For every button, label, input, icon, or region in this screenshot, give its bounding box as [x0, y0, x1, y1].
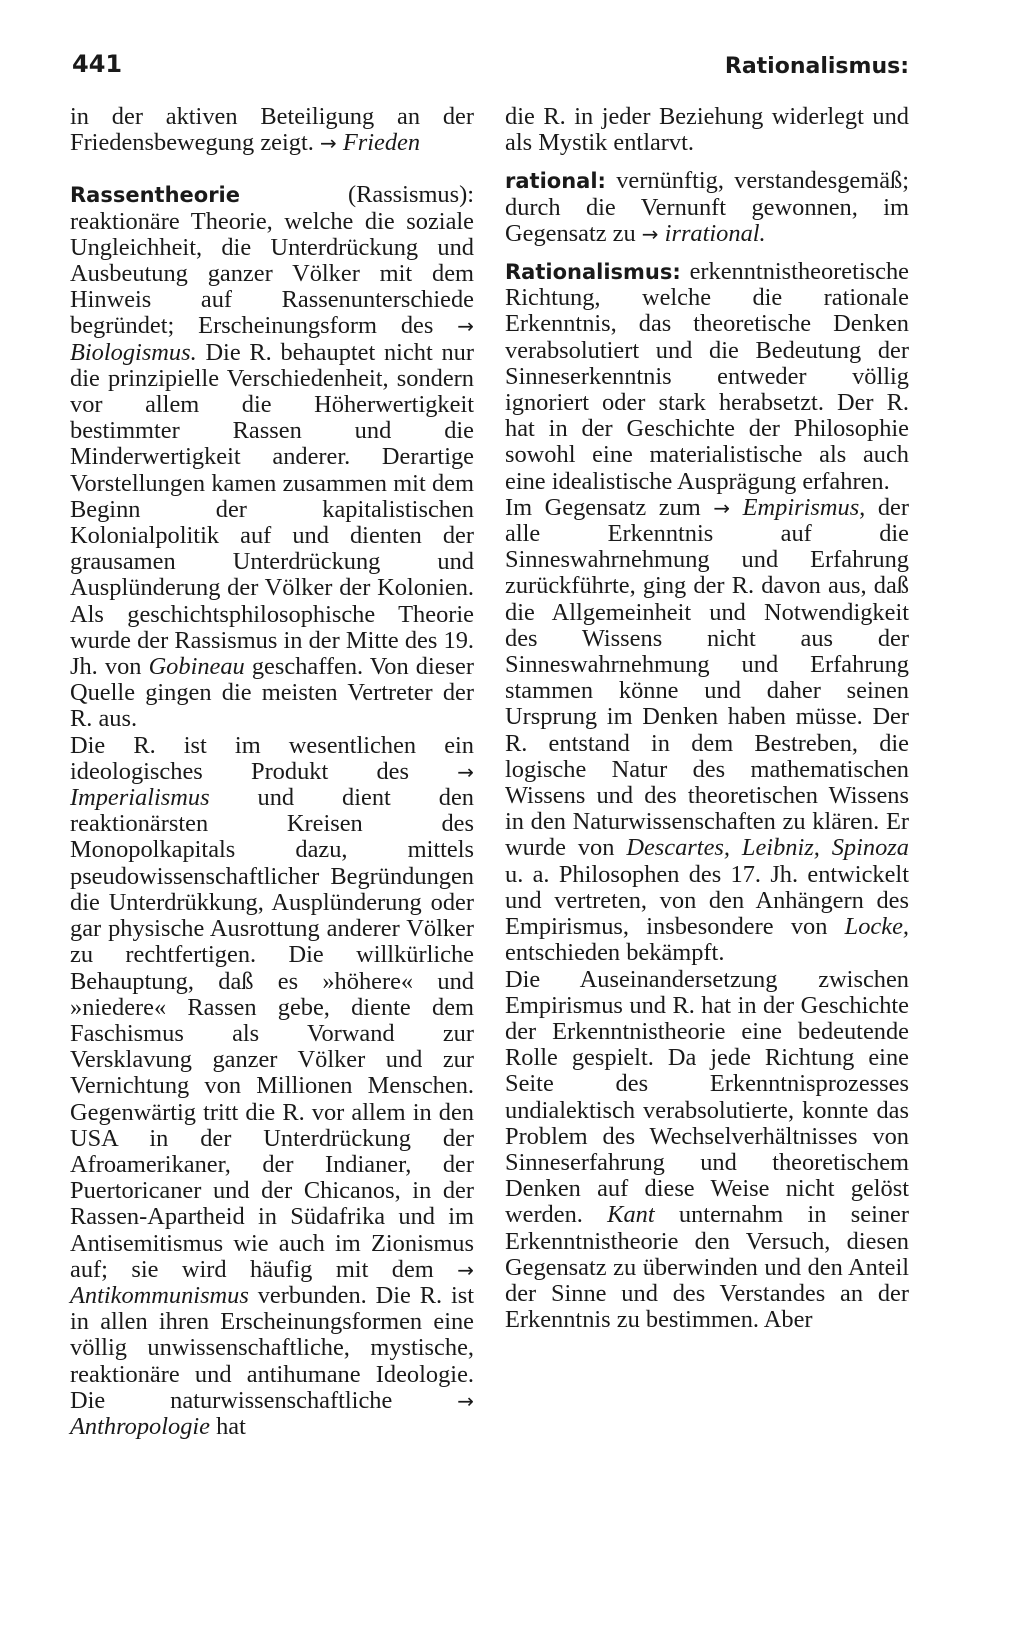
- entry-rassentheorie-paragraph-2: [70, 733, 474, 1440]
- cross-reference-arrow: →: [457, 314, 474, 339]
- headword-rationalismus: Rationalismus:: [505, 260, 681, 285]
- names-descartes-leibniz-spinoza: Descartes, Leibniz, Spinoza: [626, 834, 909, 862]
- entry-rassentheorie-paragraph-1: [70, 182, 474, 732]
- cross-reference-arrow: →: [457, 1388, 474, 1413]
- running-head: Rationalismus:: [724, 54, 909, 79]
- headword-rassentheorie: Rassentheorie: [70, 183, 240, 208]
- cross-reference-arrow: →: [457, 1257, 474, 1282]
- cross-reference-irrational: irrational.: [664, 219, 766, 247]
- continuation-paragraph: die R. in jeder Beziehung widerlegt und als Mystik entlarvt.: [505, 103, 909, 157]
- entry-text: hat: [210, 1412, 246, 1440]
- right-column: [505, 104, 909, 1333]
- entry-text: und dient den reaktionärsten Kreisen des Monopolkapitals dazu, mittels pseudowissenschaftlicher Begründungen die Unterdrükkung, Ausplünderung oder gar physische Ausrottung anderer Völker zu rechtfertigen. Die willkürliche Behauptung, daß es »höhere« und »niedere« Rassen gebe, diente dem Faschismus als Vorwand zur Versklavung ganzer Völker und zur Vernichtung von Millionen Menschen. Gegenwärtig tritt die R. vor allem in den USA in der Unterdrückung der Afroamerikaner, der Indianer, der Puertoricaner und der Chicanos, in der Rassen-Apartheid in Südafrika und im Antisemitismus wie auch im Zionismus auf; sie wird häufig mit dem: [70, 784, 474, 1283]
- entry-text: geschaffen. Von dieser Quelle gingen die meisten Vertreter der R. aus.: [70, 653, 474, 733]
- name-kant: Kant: [607, 1201, 655, 1229]
- cross-reference-arrow: →: [319, 131, 337, 156]
- entry-text: der alle Erkenntnis auf die Sinneswahrnehmung und Erfahrung zurückführte, ging der R. davon aus, daß die Allgemeinheit und Notwendigkeit des Wissens nicht aus der Sinneswahrnehmung und Erfahrung stammen könne und daher seinen Ursprung im Denken haben müsse. Der R. entstand in dem Bestreben, die logische Natur des mathematischen Wissens und des theoretischen Wissens in den Naturwissenschaften zu klären. Er wurde von: [505, 493, 909, 862]
- left-column: [70, 104, 474, 1440]
- cross-reference-arrow: →: [457, 759, 474, 784]
- continuation-text: in der aktiven Beteiligung an der Friedensbewegung zeigt.: [70, 103, 474, 157]
- entry-text: unternahm in seiner Erkenntnistheorie den Versuch, diesen Gegensatz zu überwinden und den Anteil der Sinne und des Verstandes an der Erkenntnis zu bestimmen. Aber: [505, 1201, 909, 1334]
- page-number: 441: [72, 50, 123, 78]
- cross-reference-imperialismus: Imperialismus: [70, 784, 210, 812]
- cross-reference-arrow: →: [713, 495, 731, 520]
- entry-text: Die Auseinandersetzung zwischen Empirismus und R. hat in der Geschichte der Erkenntnistheorie eine bedeutende Rolle gespielt. Da jede Richtung eine Seite des Erkenntnisprozesses undialektisch verabsolutierte, konnte das Problem des Wechselverhältnisses von Sinneserfahrung und theoretischem Denken auf diese Weise nicht gelöst werden.: [505, 965, 909, 1229]
- entry-text: Im Gegensatz zum: [505, 493, 714, 521]
- entry-text: verbunden. Die R. ist in allen ihren Erscheinungsformen eine völlig unwissenschaftliche, mystische, reaktionäre und antihumane Ideologie. Die naturwissenschaftliche: [70, 1281, 474, 1414]
- cross-reference-biologismus: Biologismus.: [70, 338, 197, 366]
- cross-reference-anthropologie: Anthropologie: [70, 1412, 211, 1440]
- name-gobineau: Gobineau: [148, 653, 245, 681]
- entry-text: Die R. ist im wesentlichen ein ideologisches Produkt des: [70, 731, 474, 785]
- entry-text: u. a. Philosophen des 17. Jh. entwickelt und vertreten, von den Anhängern des Empirismus, insbesondere von: [505, 860, 909, 941]
- headword-rational: rational:: [505, 169, 606, 194]
- cross-reference-arrow: →: [641, 221, 659, 246]
- entry-rationalismus-paragraph-3: [505, 967, 909, 1334]
- cross-reference-frieden: Frieden: [342, 129, 421, 157]
- continuation-paragraph: [70, 104, 474, 156]
- entry-rational-paragraph: [505, 168, 909, 247]
- cross-reference-empirismus: Empirismus,: [742, 493, 866, 521]
- entry-text: vernünftig, verstandesgemäß; durch die Vernunft gewonnen, im Gegensatz zu: [505, 167, 909, 247]
- name-locke: Locke,: [844, 913, 909, 941]
- cross-reference-antikommunismus: Antikommunismus: [70, 1281, 249, 1309]
- entry-text: erkenntnistheoretische Richtung, welche die rationale Erkenntnis, das theoretische Denken verabsolutiert und die Bedeutung der Sinneserkenntnis entweder völlig ignoriert oder stark herabsetzt. Der R. hat in der Geschichte der Philosophie sowohl eine materialistische als auch eine idealistische Ausprägung erfahren.: [505, 258, 909, 495]
- entry-rationalismus-paragraph-1: [505, 259, 909, 495]
- entry-rationalismus-paragraph-2: [505, 495, 909, 967]
- entry-text: Die R. behauptet nicht nur die prinzipielle Verschiedenheit, sondern vor allem die Höherwertigkeit bestimmter Rassen und die Minderwertigkeit anderer. Derartige Vorstellungen kamen zusammen mit dem Beginn der kapitalistischen Kolonialpolitik auf und dienten der grausamen Unterdrückung und Ausplünderung der Völker der Kolonien. Als geschichtsphilosophische Theorie wurde der Rassismus in der Mitte des 19. Jh. von: [70, 338, 474, 681]
- entry-text: entschieden bekämpft.: [505, 939, 725, 967]
- entry-text: (Rassismus): reaktionäre Theorie, welche die soziale Ungleichheit, die Unterdrückung und Ausbeutung ganzer Völker mit dem Hinweis auf Rassenunterschiede begründet; Erscheinungsform des: [70, 181, 474, 340]
